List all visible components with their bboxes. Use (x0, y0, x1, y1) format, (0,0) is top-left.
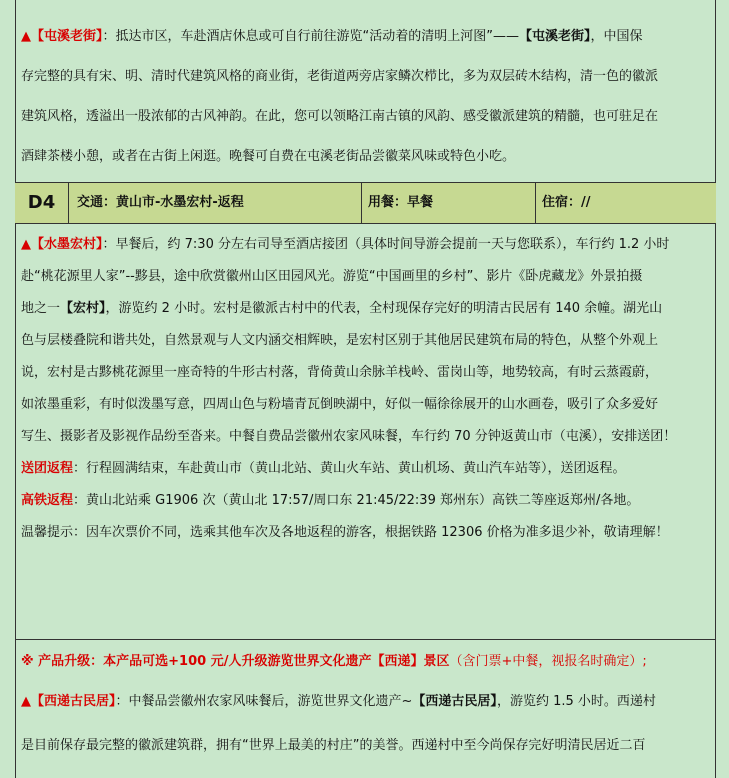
upgrade-text: ※ 产品升级：本产品可选+100 元/人升级游览世界文化遗产【西递】景区 (21, 654, 450, 669)
hongcun-emph: 【宏村】 (60, 301, 106, 316)
upgrade-note: （含门票+中餐，视报名时确定）; (449, 654, 647, 669)
section-xidi (15, 640, 716, 778)
hongcun-tag: 【水墨宏村】 (31, 237, 103, 252)
paragraph-line: 是目前保存最完整的徽派建筑群，拥有“世界上最美的村庄”的美誉。西递村中至今尚保存完好明清民居近二百 (21, 738, 646, 753)
paragraph-line: 如浓墨重彩，有时似泼墨写意，四周山色与粉墙青瓦倒映湖中，好似一幅徐徐展开的山水画卷，吸引了众多爱好 (21, 397, 659, 412)
paragraph-line: 色与层楼叠院和谐共处，自然景观与人文内涵交相辉映，是宏村区别于其他居民建筑布局的特色，从整个外观上 (21, 333, 659, 348)
paragraph-line (21, 692, 710, 712)
tunxi-emph: 【屯溪老街】 (519, 29, 591, 44)
paragraph-line: 酒肆茶楼小憩，或者在古街上闲逛。晚餐可自费在屯溪老街品尝徽菜风味或特色小吃。 (21, 149, 516, 164)
meal-cell: 用餐：早餐 (368, 195, 434, 210)
triangle-icon: ▲ (21, 29, 31, 44)
triangle-icon: ▲ (21, 237, 31, 252)
tunxi-tag: 【屯溪老街】 (31, 29, 103, 44)
paragraph-text: ，游览约 1.5 小时。西递村 (496, 694, 656, 709)
paragraph-text: ：抵达市区，车赴酒店休息或可自行前往游览“活动着的清明上河图”—— (102, 29, 519, 44)
paragraph-line (21, 27, 710, 47)
paragraph-text: ：早餐后，约 7:30 分左右司导至酒店接团（具体时间导游会提前一天与您联系），车行约 1.2 小时 (102, 237, 670, 252)
paragraph-line: 建筑风格，透溢出一股浓郁的古风神韵。在此，您可以领略江南古镇的风韵、感受徽派建筑的精髓，也可驻足在 (21, 109, 659, 124)
paragraph-text: ：行程圆满结束，车赴黄山市（黄山北站、黄山火车站、黄山机场、黄山汽车站等），送团返程。 (73, 461, 626, 476)
rail-return-line (21, 491, 710, 511)
day-header-row (15, 182, 716, 224)
paragraph-line: 说，宏村是古黟桃花源里一座奇特的牛形古村落，背倚黄山余脉羊栈岭、雷岗山等，地势较高，有时云蒸霞蔚， (21, 365, 659, 380)
day-number: D4 (27, 192, 56, 213)
paragraph-line: 存完整的具有宋、明、清时代建筑风格的商业街，老街道两旁店家鳞次栉比，多为双层砖木结构，清一色的徽派 (21, 69, 659, 84)
upgrade-line (21, 652, 710, 672)
paragraph-text: 地之一 (21, 301, 61, 316)
paragraph-line (21, 235, 710, 255)
traffic-cell: 交通：黄山市-水墨宏村-返程 (77, 195, 244, 210)
paragraph-text: ，游览约 2 小时。宏村是徽派古村中的代表，全村现保存完好的明清古民居有 140 余幢。湖光山 (105, 301, 663, 316)
cell-divider (68, 183, 69, 223)
hotel-cell: 住宿：// (542, 195, 591, 210)
tip-line: 温馨提示：因车次票价不同，选乘其他车次及各地返程的游客，根据铁路 12306 价格为准多退少补，敬请理解！ (21, 525, 669, 540)
section-hongcun (15, 224, 716, 639)
paragraph-line: 写生、摄影者及影视作品纷至沓来。中餐自费品尝徽州农家风味餐，车行约 70 分钟返黄山市（屯溪），安排送团！ (21, 429, 677, 444)
paragraph-line: 赴“桃花源里人家”--黟县，途中欣赏徽州山区田园风光。游览“中国画里的乡村”、影片《卧虎藏龙》外景拍摄 (21, 269, 643, 284)
xidi-tag: 【西递古民居】 (31, 694, 116, 709)
paragraph-text: ：黄山北站乘 G1906 次（黄山北 17:57/周口东 21:45/22:39 郑州东）高铁二等座返郑州/各地。 (73, 493, 640, 508)
paragraph-text: ，中国保 (590, 29, 643, 44)
triangle-icon: ▲ (21, 694, 31, 709)
xidi-emph: 【西递古民居】 (412, 694, 497, 709)
send-return-line (21, 459, 710, 479)
section-tunxi (15, 0, 716, 182)
rail-return-label: 高铁返程 (21, 493, 74, 508)
send-return-label: 送团返程 (21, 461, 74, 476)
paragraph-line (21, 299, 710, 319)
paragraph-text: ：中餐品尝徽州农家风味餐后，游览世界文化遗产~ (115, 694, 413, 709)
